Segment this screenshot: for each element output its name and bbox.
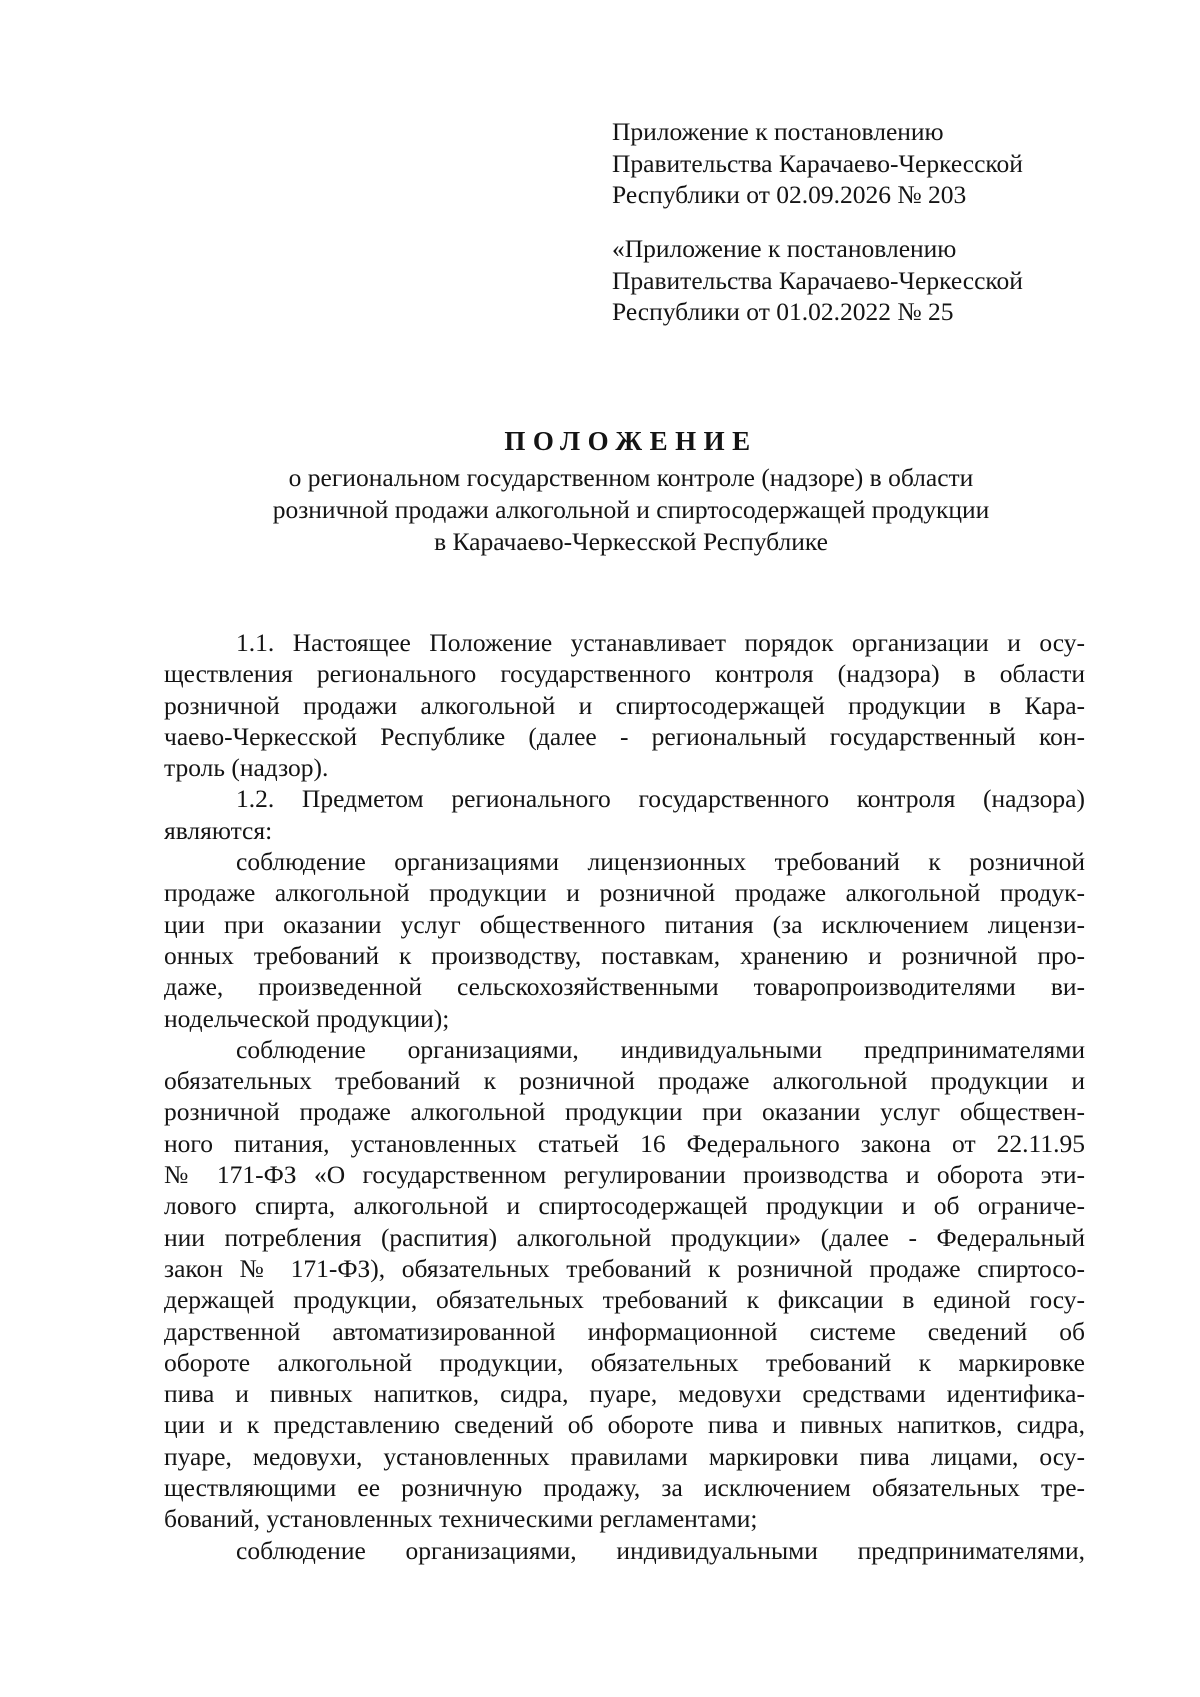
body-line: розничной продажи алкогольной и спиртосодержащей продукции в Кара- bbox=[164, 690, 1085, 720]
body-line: 1.1. Настоящее Положение устанавливает порядок организации и осу- bbox=[236, 628, 1085, 657]
body-line: обязательных требований к розничной продаже алкогольной продукции и bbox=[164, 1066, 1085, 1096]
body-line: ции при оказании услуг общественного питания (за исключением лицензи- bbox=[164, 909, 1085, 939]
body-line: являются: bbox=[164, 815, 273, 845]
body-line: нии потребления (распития) алкогольной продукции» (далее - Федеральный bbox=[164, 1222, 1085, 1252]
body-line: троль (надзор). bbox=[164, 753, 329, 783]
body-line: ществления регионального государственного контроля (надзора) в области bbox=[164, 659, 1085, 689]
subtitle-line: розничной продажи алкогольной и спиртосодержащей продукции bbox=[272, 495, 990, 524]
document-body bbox=[164, 627, 1085, 1566]
body-line: соблюдение организациями, индивидуальными предпринимателями bbox=[236, 1034, 1085, 1064]
appendix-note-current bbox=[612, 116, 1132, 211]
body-line: онных требований к производству, поставкам, хранению и розничной про- bbox=[164, 940, 1085, 970]
body-line: розничной продаже алкогольной продукции при оказании услуг обществен- bbox=[164, 1097, 1085, 1127]
body-line: пива и пивных напитков, сидра, пуаре, медовухи средствами идентифика- bbox=[164, 1379, 1085, 1409]
body-line: даже, произведенной сельскохозяйственными товаропроизводителями ви- bbox=[164, 972, 1085, 1002]
appendix-line: Республики от 01.02.2022 № 25 bbox=[612, 297, 954, 326]
body-line: соблюдение организациями, индивидуальными предпринимателями, bbox=[236, 1535, 1085, 1565]
body-line: обороте алкогольной продукции, обязательных требований к маркировке bbox=[164, 1347, 1085, 1377]
body-line: пуаре, медовухи, установленных правилами маркировки пива лицами, осу- bbox=[164, 1441, 1085, 1471]
body-line: бований, установленных техническими регламентами; bbox=[164, 1504, 758, 1534]
body-line: дарственной автоматизированной информационной системе сведений об bbox=[164, 1316, 1085, 1346]
body-line: закон № 171-ФЗ), обязательных требований к розничной продаже спиртосо- bbox=[164, 1253, 1085, 1283]
body-line: держащей продукции, обязательных требований к фиксации в единой госу- bbox=[164, 1285, 1085, 1315]
body-line: соблюдение организациями лицензионных требований к розничной bbox=[236, 847, 1085, 877]
body-line: нодельческой продукции); bbox=[164, 1003, 450, 1033]
appendix-line: Правительства Карачаево-Черкесской bbox=[612, 148, 1023, 178]
body-line: чаево-Черкесской Республике (далее - региональный государственный кон- bbox=[164, 721, 1085, 751]
subtitle-line: в Карачаево-Черкесской Республике bbox=[434, 527, 828, 556]
body-line: ции и к представлению сведений об обороте пива и пивных напитков, сидра, bbox=[164, 1410, 1085, 1440]
appendix-line: Республики от 02.09.2026 № 203 bbox=[612, 180, 967, 209]
body-line: лового спирта, алкогольной и спиртосодержащей продукции и об ограниче- bbox=[164, 1191, 1085, 1221]
appendix-line: «Приложение к постановлению bbox=[612, 234, 957, 263]
appendix-line: Правительства Карачаево-Черкесской bbox=[612, 265, 1023, 295]
body-line: ществляющими ее розничную продажу, за исключением обязательных тре- bbox=[164, 1473, 1085, 1503]
document-title: ПОЛОЖЕНИЕ bbox=[504, 426, 758, 456]
body-line: продаже алкогольной продукции и розничной продаже алкогольной продук- bbox=[164, 878, 1085, 908]
appendix-line: Приложение к постановлению bbox=[612, 117, 944, 146]
document-subtitle bbox=[160, 462, 1102, 558]
body-line: № 171-ФЗ «О государственном регулировании производства и оборота эти- bbox=[164, 1160, 1085, 1190]
body-line: 1.2. Предметом регионального государственного контроля (надзора) bbox=[236, 784, 1085, 814]
body-line: ного питания, установленных статьей 16 Федерального закона от 22.11.95 bbox=[164, 1128, 1085, 1158]
subtitle-line: о региональном государственном контроле (надзоре) в области bbox=[288, 463, 974, 492]
appendix-note-original bbox=[612, 233, 1132, 328]
